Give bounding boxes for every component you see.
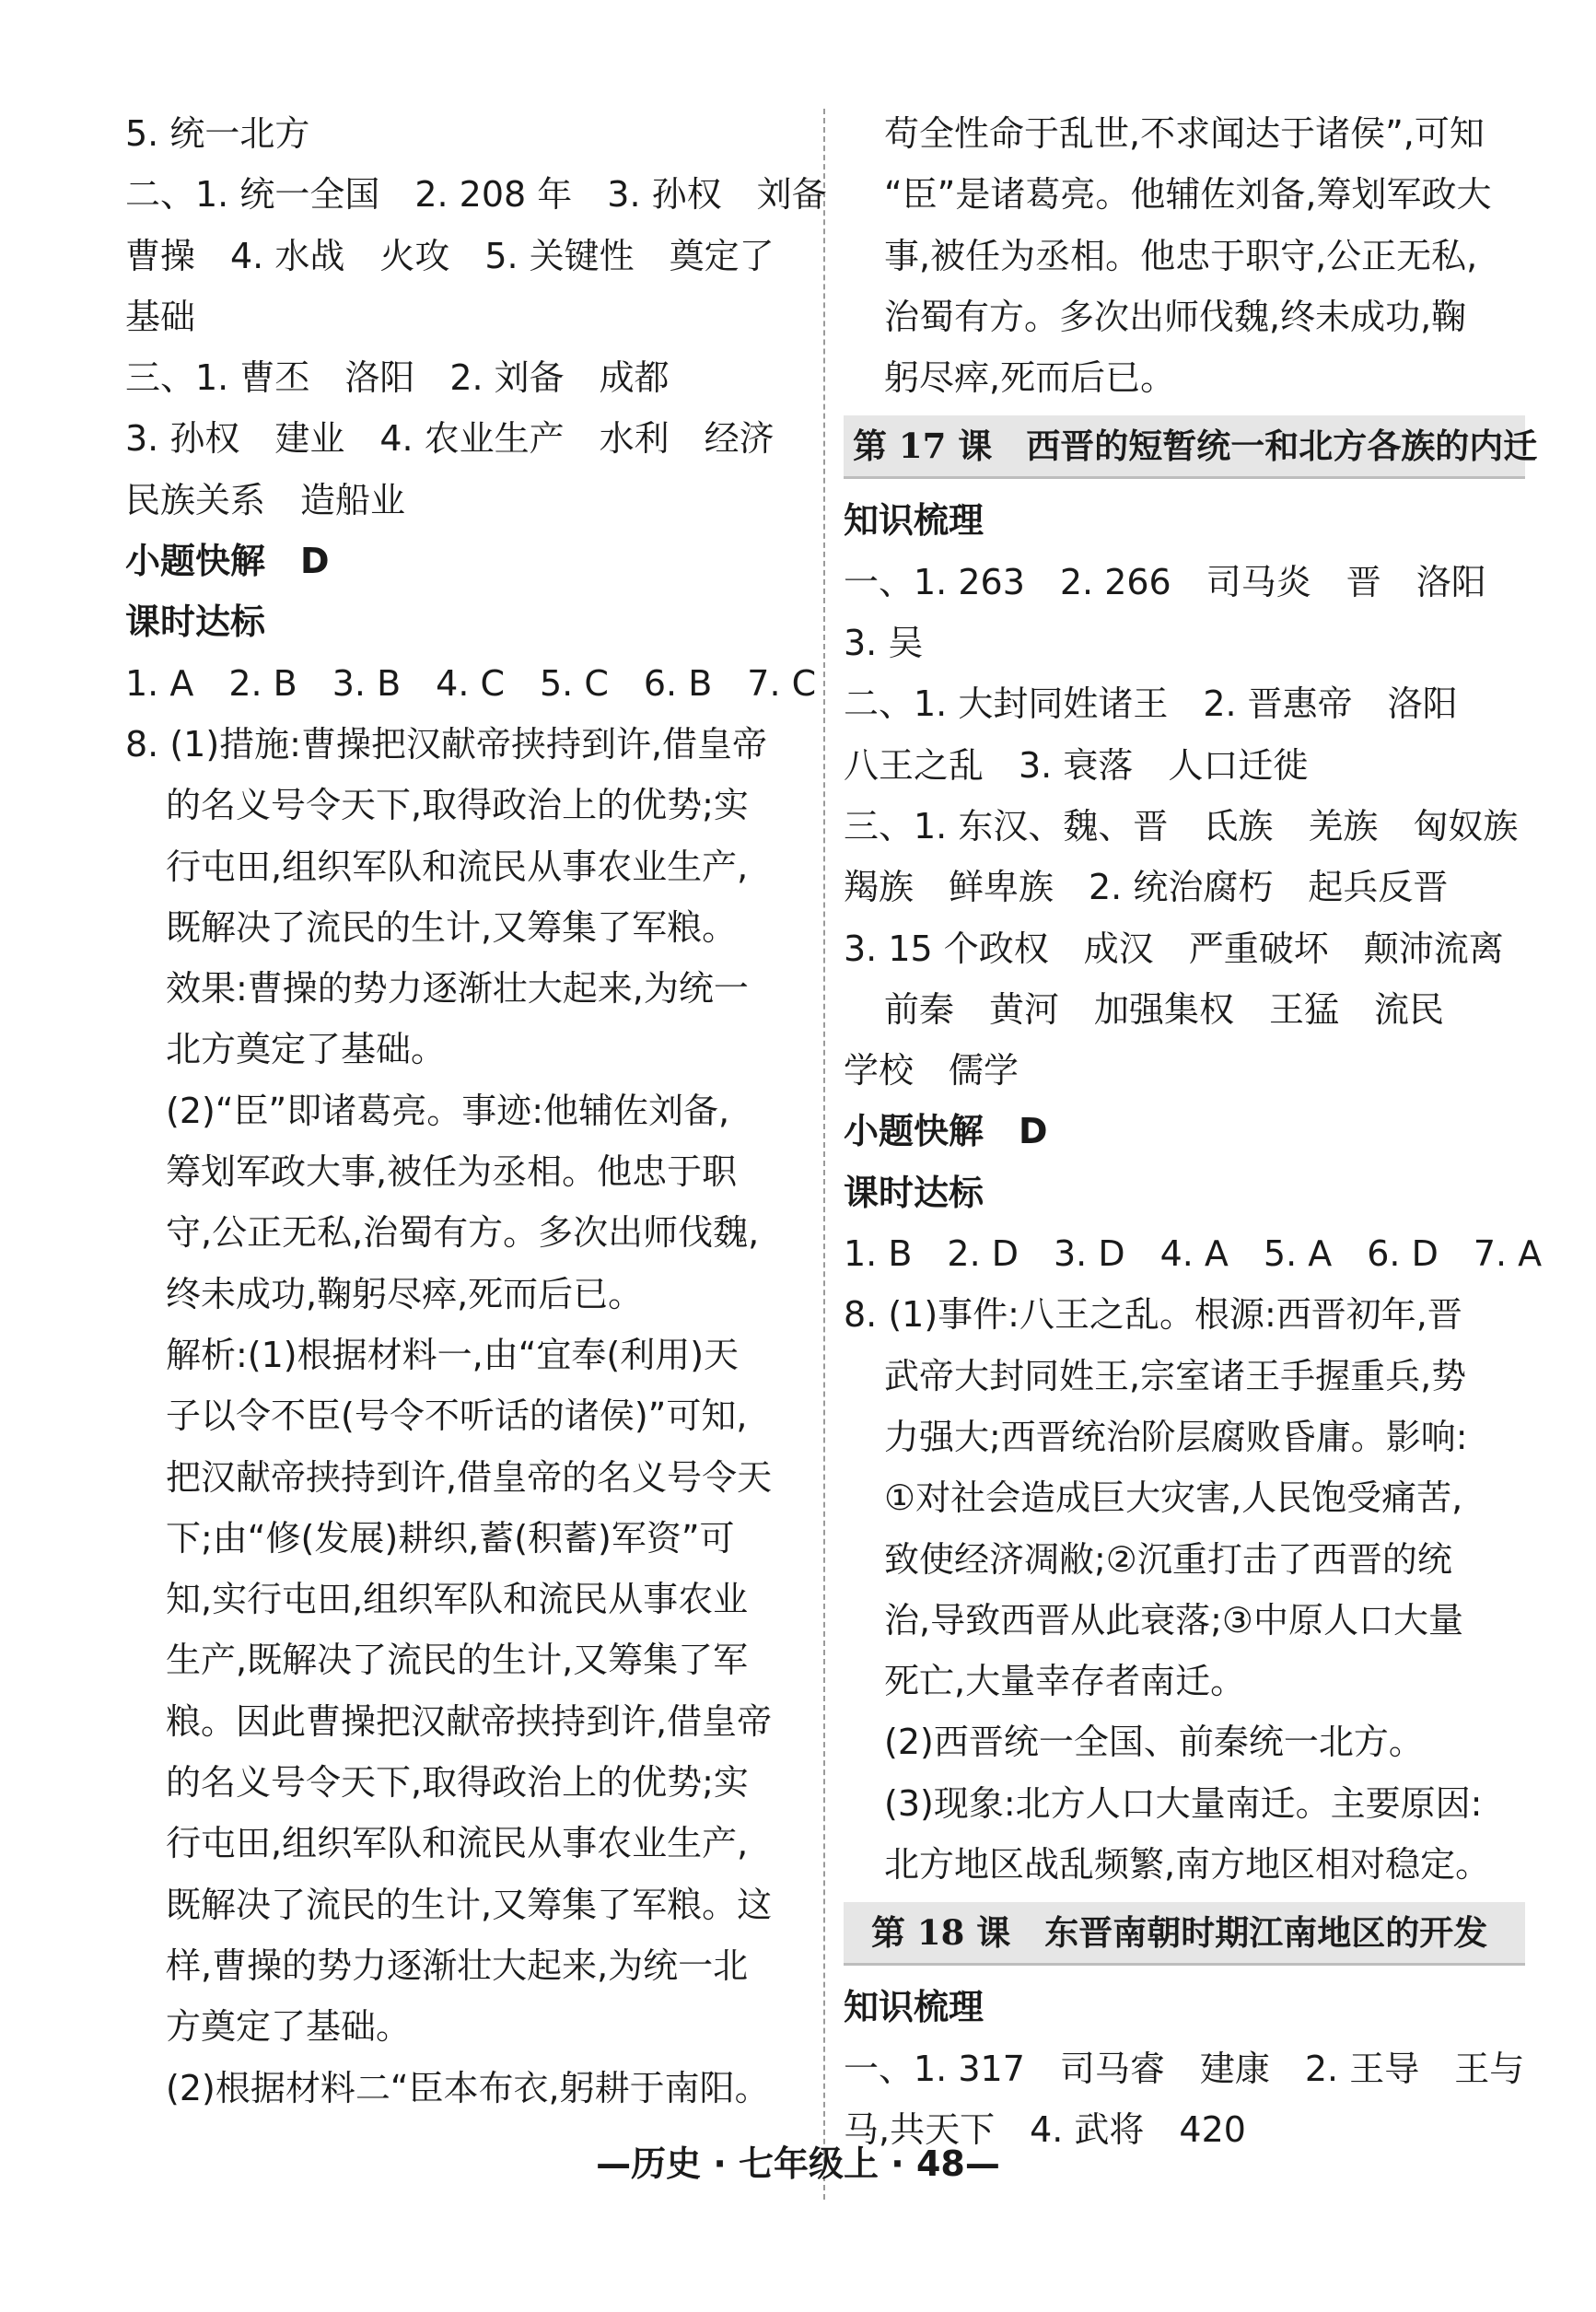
analysis-line: 方奠定了基础。 bbox=[166, 2006, 412, 2048]
page-footer: —历史 · 七年级上 · 48— bbox=[596, 2143, 1000, 2184]
text-line: 羯族 鲜卑族 2. 统治腐朽 起兵反晋 bbox=[844, 867, 1449, 908]
right-column bbox=[844, 103, 1543, 2160]
text-line: 三、1. 曹丕 洛阳 2. 刘备 成都 bbox=[125, 357, 670, 399]
text-line: 前秦 黄河 加强集权 王猛 流民 bbox=[884, 988, 1445, 1030]
text-line: 8. (1)措施:曹操把汉献帝挟持到许,借皇帝 bbox=[125, 723, 768, 765]
section-heading: 课时达标 bbox=[844, 1172, 984, 1213]
text-line: ①对社会造成巨大灾害,人民饱受痛苦, bbox=[884, 1477, 1463, 1519]
analysis-line: 既解决了流民的生计,又筹集了军粮。这 bbox=[166, 1884, 773, 1925]
text-line: 二、1. 大封同姓诸王 2. 晋惠帝 洛阳 bbox=[844, 683, 1458, 725]
text-line: 一、1. 263 2. 266 司马炎 晋 洛阳 bbox=[844, 561, 1486, 602]
text-line: 守,公正无私,治蜀有方。多次出师伐魏, bbox=[166, 1212, 760, 1254]
section-heading: 小题快解 D bbox=[844, 1111, 1048, 1152]
analysis-line: (2)根据材料二“臣本布衣,躬耕于南阳。 bbox=[166, 2067, 770, 2108]
text-line: 治,导致西晋从此衰落;③中原人口大量 bbox=[884, 1599, 1463, 1641]
text-line: 既解决了流民的生计,又筹集了军粮。 bbox=[166, 906, 738, 948]
analysis-line: 把汉献帝挟持到许,借皇帝的名义号令天 bbox=[166, 1456, 773, 1498]
analysis-line: 生产,既解决了流民的生计,又筹集了军 bbox=[166, 1640, 749, 1681]
analysis-line: 解析:(1)根据材料一,由“宜奉(利用)天 bbox=[166, 1334, 740, 1375]
text-line: 曹操 4. 水战 火攻 5. 关键性 奠定了 bbox=[125, 235, 775, 276]
analysis-line: 下;由“修(发展)耕织,蓄(积蓄)军资”可 bbox=[166, 1517, 735, 1559]
text-line: 3. 15 个政权 成汉 严重破坏 颠沛流离 bbox=[844, 928, 1504, 969]
analysis-line: “臣”是诸葛亮。他辅佐刘备,筹划军政大 bbox=[884, 174, 1492, 216]
text-line: 学校 儒学 bbox=[844, 1050, 1019, 1092]
text-line: 行屯田,组织军队和流民从事农业生产, bbox=[166, 846, 749, 887]
text-line: 马,共天下 4. 武将 420 bbox=[844, 2108, 1246, 2150]
analysis-line: 知,实行屯田,组织军队和流民从事农业 bbox=[166, 1579, 749, 1620]
text-line: 三、1. 东汉、魏、晋 氐族 羌族 匈奴族 bbox=[844, 805, 1519, 847]
text-line: 致使经济凋敝;②沉重打击了西晋的统 bbox=[884, 1538, 1452, 1580]
text-line: 3. 吴 bbox=[844, 623, 924, 664]
answer-line: 1. A 2. B 3. B 4. C 5. C 6. B 7. C bbox=[125, 662, 817, 704]
analysis-line: 躬尽瘁,死而后已。 bbox=[884, 357, 1176, 399]
section-heading: 知识梳理 bbox=[844, 500, 984, 542]
analysis-line: 行屯田,组织军队和流民从事农业生产, bbox=[166, 1823, 749, 1864]
section-heading: 小题快解 D bbox=[125, 541, 330, 582]
text-line: 八王之乱 3. 衰落 人口迁徙 bbox=[844, 744, 1309, 786]
analysis-line: 样,曹操的势力逐渐壮大起来,为统一北 bbox=[166, 1944, 749, 1986]
text-line: 民族关系 造船业 bbox=[125, 479, 406, 520]
left-column bbox=[125, 103, 827, 2119]
text-line: 武帝大封同姓王,宗室诸王手握重兵,势 bbox=[884, 1355, 1467, 1396]
text-line: 筹划军政大事,被任为丞相。他忠于职 bbox=[166, 1151, 738, 1193]
text-line: 3. 孙权 建业 4. 农业生产 水利 经济 bbox=[125, 418, 775, 460]
text-line: 终未成功,鞠躬尽瘁,死而后已。 bbox=[166, 1273, 644, 1314]
lesson-17-title: 第 17 课 西晋的短暂统一和北方各族的内迁 bbox=[844, 415, 1525, 479]
text-line: 一、1. 317 司马睿 建康 2. 王导 王与 bbox=[844, 2048, 1525, 2089]
text-line: 北方地区战乱频繁,南方地区相对稳定。 bbox=[884, 1844, 1491, 1886]
text-line: 效果:曹操的势力逐渐壮大起来,为统一 bbox=[166, 968, 749, 1010]
text-line: 5. 统一北方 bbox=[125, 113, 310, 154]
analysis-line: 治蜀有方。多次出师伐魏,终未成功,鞠 bbox=[884, 296, 1467, 337]
text-line: 的名义号令天下,取得政治上的优势;实 bbox=[166, 785, 749, 826]
analysis-line: 子以令不臣(号令不听话的诸侯)”可知, bbox=[166, 1395, 748, 1437]
section-heading: 课时达标 bbox=[125, 601, 266, 643]
section-heading: 知识梳理 bbox=[844, 1987, 984, 2028]
text-line: 北方奠定了基础。 bbox=[166, 1029, 447, 1070]
text-line: 力强大;西晋统治阶层腐败昏庸。影响: bbox=[884, 1416, 1468, 1457]
analysis-line: 事,被任为丞相。他忠于职守,公正无私, bbox=[884, 235, 1478, 276]
lesson-18-title: 第 18 课 东晋南朝时期江南地区的开发 bbox=[844, 1902, 1525, 1966]
analysis-line: 粮。因此曹操把汉献帝挟持到许,借皇帝 bbox=[166, 1700, 773, 1742]
column-divider bbox=[823, 109, 825, 2200]
analysis-line: 苟全性命于乱世,不求闻达于诸侯”,可知 bbox=[884, 113, 1485, 154]
text-line: 基础 bbox=[125, 296, 196, 337]
text-line: (3)现象:北方人口大量南迁。主要原因: bbox=[884, 1782, 1483, 1824]
analysis-line: 的名义号令天下,取得政治上的优势;实 bbox=[166, 1762, 749, 1804]
text-line: (2)“臣”即诸葛亮。事迹:他辅佐刘备, bbox=[166, 1090, 730, 1131]
text-line: 二、1. 统一全国 2. 208 年 3. 孙权 刘备 bbox=[125, 174, 827, 216]
answer-line: 1. B 2. D 3. D 4. A 5. A 6. D 7. A bbox=[844, 1233, 1543, 1275]
text-line: (2)西晋统一全国、前秦统一北方。 bbox=[884, 1722, 1424, 1763]
text-line: 死亡,大量幸存者南迁。 bbox=[884, 1661, 1246, 1702]
text-line: 8. (1)事件:八王之乱。根源:西晋初年,晋 bbox=[844, 1294, 1462, 1336]
